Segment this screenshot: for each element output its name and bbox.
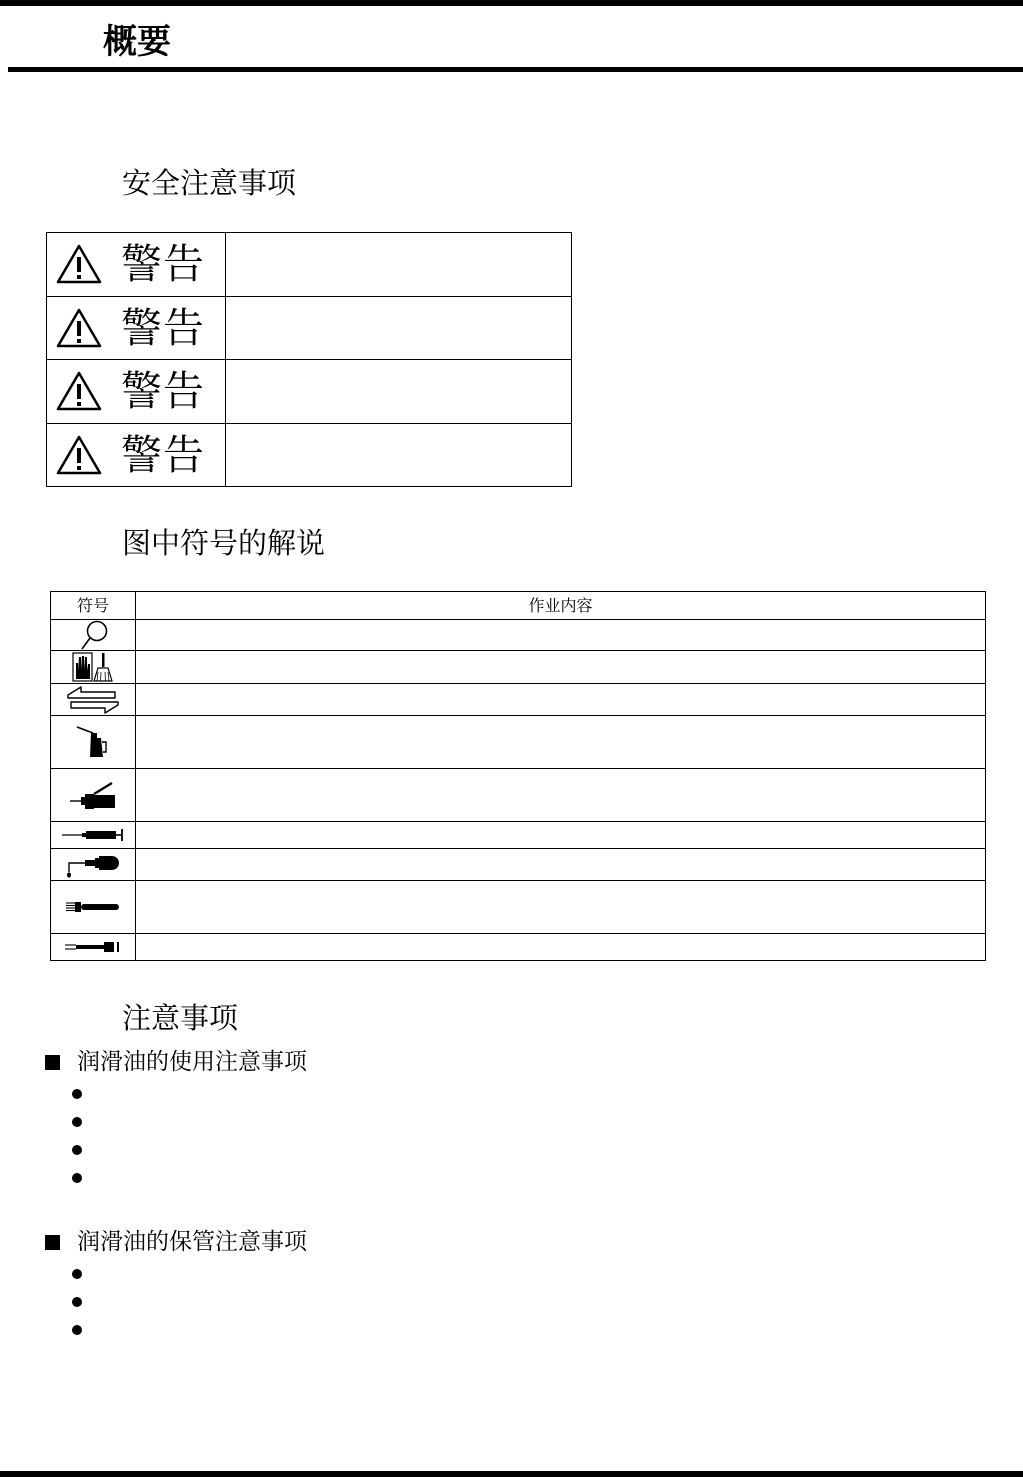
table-row	[51, 881, 986, 934]
warning-row	[47, 423, 572, 487]
warning-label-text: 警告	[121, 430, 205, 479]
double-arrow-replace-icon	[65, 685, 121, 715]
warning-triangle-icon	[55, 307, 103, 349]
table-row	[51, 769, 986, 822]
symbol-description	[136, 620, 986, 651]
list-item	[72, 1288, 96, 1316]
warning-label-text: 警告	[121, 303, 205, 352]
notes-list	[72, 1260, 96, 1344]
grease-gun-icon	[68, 779, 118, 811]
bottom-rule	[0, 1471, 1023, 1477]
symbol-description	[136, 769, 986, 822]
table-row	[51, 651, 986, 684]
list-item	[72, 1260, 96, 1288]
hand-clean-icon	[71, 651, 115, 683]
symbols-section-title: 图中符号的解说	[122, 526, 326, 560]
header-work-content: 作业内容	[136, 592, 986, 620]
warning-label-text: 警告	[121, 367, 205, 416]
warning-label-text: 警告	[121, 240, 205, 289]
symbol-description	[136, 716, 986, 769]
bullet-dot-icon	[72, 1145, 82, 1155]
symbol-description	[136, 684, 986, 716]
bullet-dot-icon	[72, 1269, 82, 1279]
bullet-dot-icon	[72, 1117, 82, 1127]
symbol-description	[136, 651, 986, 684]
symbol-table	[50, 591, 986, 961]
warning-triangle-icon	[55, 243, 103, 285]
bullet-dot-icon	[72, 1089, 82, 1099]
notes-group-heading	[45, 1228, 307, 1256]
warning-label	[47, 430, 225, 479]
notes-section-title: 注意事项	[122, 1001, 239, 1035]
bullet-dot-icon	[72, 1297, 82, 1307]
table-row	[51, 684, 986, 716]
magnifier-inspect-icon	[73, 620, 113, 650]
square-bullet-icon	[45, 1235, 60, 1250]
notes-group-heading-text: 润滑油的使用注意事项	[77, 1049, 307, 1075]
warning-label	[47, 303, 225, 352]
notes-group-heading	[45, 1048, 307, 1076]
warning-row	[47, 233, 572, 297]
symbol-description	[136, 822, 986, 849]
list-item	[72, 1108, 96, 1136]
spatula-icon	[62, 939, 124, 955]
symbol-description	[136, 881, 986, 934]
bullet-dot-icon	[72, 1173, 82, 1183]
list-item	[72, 1080, 96, 1108]
brush-icon	[63, 899, 123, 915]
warning-text	[226, 233, 572, 297]
notes-list	[72, 1080, 96, 1192]
square-bullet-icon	[45, 1055, 60, 1070]
table-row	[51, 849, 986, 881]
oil-can-icon	[73, 724, 113, 760]
top-rule	[0, 0, 1023, 6]
safety-section-title: 安全注意事项	[122, 166, 297, 200]
page-title: 概要	[103, 22, 171, 62]
warning-label	[47, 367, 225, 416]
symbol-table-header	[51, 592, 986, 620]
warning-text	[226, 296, 572, 360]
table-row	[51, 934, 986, 961]
notes-group-heading-text: 润滑油的保管注意事项	[77, 1229, 307, 1255]
table-row	[51, 822, 986, 849]
warning-table	[46, 232, 572, 487]
warning-text	[226, 360, 572, 424]
warning-triangle-icon	[55, 434, 103, 476]
list-item	[72, 1136, 96, 1164]
table-row	[51, 620, 986, 651]
warning-row	[47, 296, 572, 360]
title-rule	[8, 67, 1023, 72]
warning-label	[47, 240, 225, 289]
syringe-icon	[60, 827, 126, 843]
symbol-description	[136, 849, 986, 881]
table-row	[51, 716, 986, 769]
warning-row	[47, 360, 572, 424]
warning-triangle-icon	[55, 370, 103, 412]
list-item	[72, 1316, 96, 1344]
oil-dropper-icon	[63, 852, 123, 878]
warning-text	[226, 423, 572, 487]
symbol-description	[136, 934, 986, 961]
list-item	[72, 1164, 96, 1192]
bullet-dot-icon	[72, 1325, 82, 1335]
header-symbol: 符号	[51, 592, 136, 620]
